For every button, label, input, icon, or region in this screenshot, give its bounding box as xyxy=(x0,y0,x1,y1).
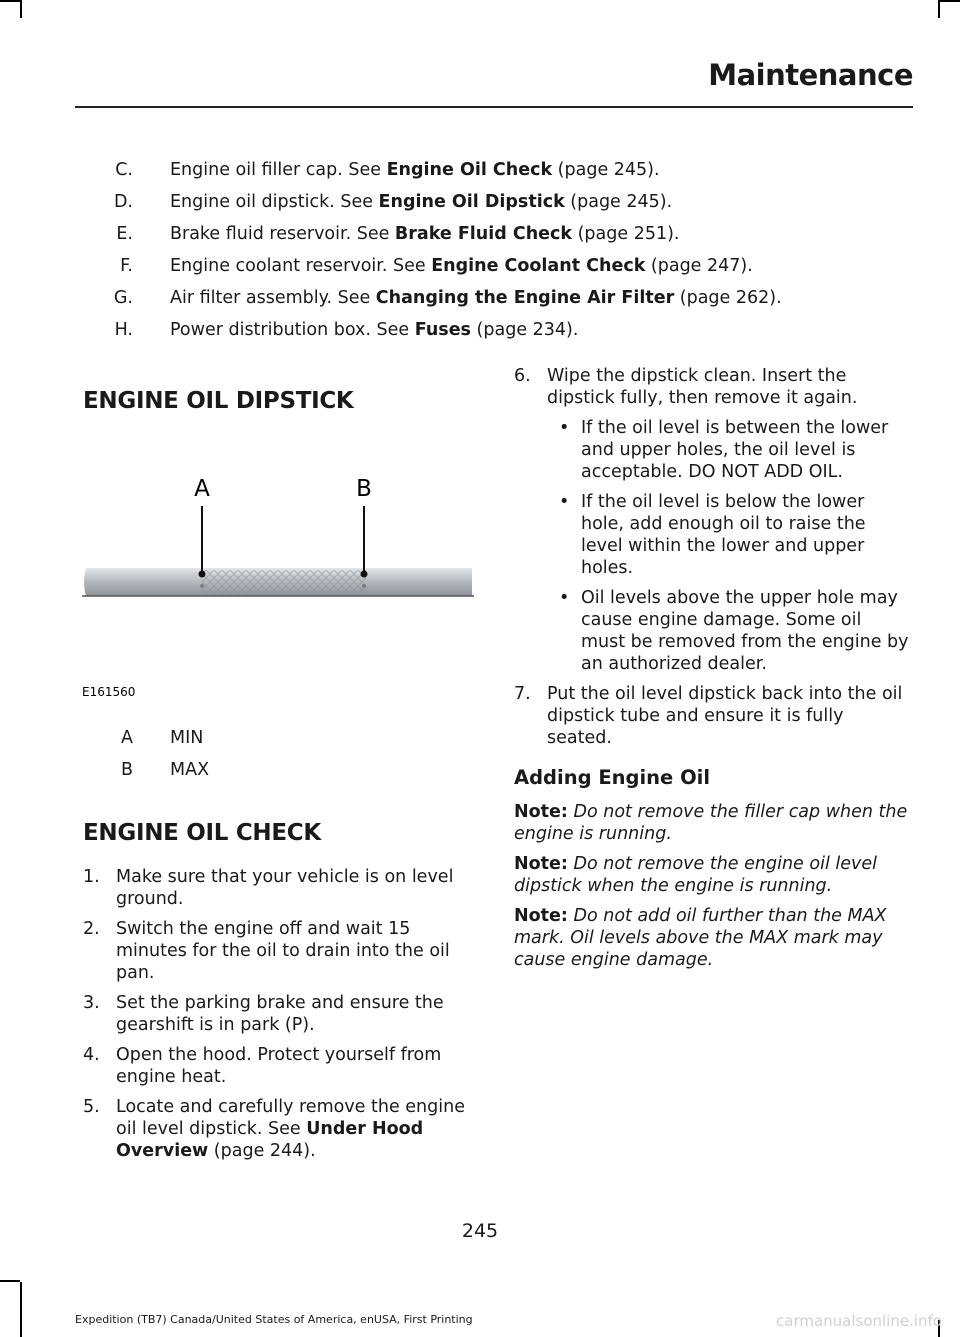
step-text: Wipe the dipstick clean. Insert the dipstick fully, then remove it again. xyxy=(547,366,858,408)
legend-letter: H. xyxy=(114,320,133,340)
page-header-title: Maintenance xyxy=(708,58,913,92)
cross-reference-link[interactable]: Changing the Engine Air Filter xyxy=(375,288,675,308)
bullet-text: Oil levels above the upper hole may cause engine damage. Some oil must be removed from the engine by an authorized dealer. xyxy=(581,588,909,674)
crop-mark xyxy=(0,1280,20,1282)
legend-letter: F. xyxy=(120,256,133,276)
note-text: Do not remove the engine oil level dipstick when the engine is running. xyxy=(514,854,877,896)
figure-id: E161560 xyxy=(82,685,136,699)
max-hole-marker xyxy=(361,571,368,578)
dipstick-figure xyxy=(82,462,477,702)
step-number: 1. xyxy=(83,867,100,887)
bullet-item xyxy=(547,491,909,579)
upper-hole xyxy=(362,584,366,588)
right-column xyxy=(514,365,909,979)
legend-letter: G. xyxy=(113,288,133,308)
note-item xyxy=(514,801,909,845)
step-item xyxy=(514,683,909,749)
legend-text xyxy=(170,191,672,213)
note-text: Do not remove the filler cap when the engine is running. xyxy=(514,802,908,844)
oil-check-steps xyxy=(83,866,478,1170)
bullet-item xyxy=(547,587,909,675)
min-hole-marker xyxy=(199,571,206,578)
legend-desc: Brake fluid reservoir. See xyxy=(170,224,395,244)
step-number: 7. xyxy=(514,684,531,704)
legend-letter: D. xyxy=(113,192,133,212)
step-number: 2. xyxy=(83,919,100,939)
legend-row-h xyxy=(100,319,820,351)
bullet-item xyxy=(547,417,909,483)
step-number: 6. xyxy=(514,366,531,386)
page-ref: (page 244). xyxy=(208,1141,316,1161)
cross-reference-link[interactable]: Fuses xyxy=(414,320,471,340)
note-label: Note: xyxy=(514,906,568,926)
note-item xyxy=(514,905,909,971)
legend-row-e xyxy=(100,223,820,255)
page-ref: (page 245). xyxy=(552,160,660,180)
page-ref: (page 247). xyxy=(645,256,753,276)
crop-mark xyxy=(20,1282,22,1337)
callout-label-b: B xyxy=(356,476,372,502)
bullet-marker: • xyxy=(559,492,570,512)
cross-reference-link[interactable]: Under Hood Overview xyxy=(116,1119,424,1161)
legend-text: MIN xyxy=(170,728,204,748)
legend-text xyxy=(170,287,782,309)
step-desc: Locate and carefully remove the engine oil level dipstick. See xyxy=(116,1097,465,1139)
lower-hole xyxy=(200,584,204,588)
step-number: 5. xyxy=(83,1097,100,1117)
page-ref: (page 262). xyxy=(674,288,782,308)
page-ref: (page 234). xyxy=(470,320,579,340)
note-item xyxy=(514,853,909,897)
step-number: 3. xyxy=(83,993,100,1013)
callout-label-a: A xyxy=(194,476,210,502)
page-number: 245 xyxy=(461,1220,499,1242)
step-item xyxy=(83,918,478,984)
legend-row-g xyxy=(100,287,820,319)
cross-reference-link[interactable]: Engine Coolant Check xyxy=(431,256,646,276)
crop-mark xyxy=(0,0,20,2)
step-text: Set the parking brake and ensure the gearshift is in park (P). xyxy=(116,993,444,1035)
footer-text: Expedition (TB7) Canada/United States of America, enUSA, First Printing xyxy=(75,1313,473,1326)
crop-mark xyxy=(20,0,22,18)
note-text: Do not add oil further than the MAX mark. Oil levels above the MAX mark may cause engine damage. xyxy=(514,906,887,970)
legend-letter: C. xyxy=(115,160,133,180)
legend-desc: Engine oil dipstick. See xyxy=(170,192,379,212)
sub-heading-adding-oil: Adding Engine Oil xyxy=(514,766,711,789)
note-label: Note: xyxy=(514,802,568,822)
bullet-text: If the oil level is below the lower hole, add enough oil to raise the level within the lower and upper holes. xyxy=(581,492,866,578)
step-text: Make sure that your vehicle is on level ground. xyxy=(116,867,454,909)
step-text: Put the oil level dipstick back into the oil dipstick tube and ensure it is fully seated. xyxy=(547,684,903,748)
page-ref: (page 251). xyxy=(572,224,680,244)
legend-letter: A xyxy=(121,728,133,748)
watermark: carmanualsonline.info xyxy=(776,1312,942,1330)
dipstick-crosshatch xyxy=(202,570,366,594)
step-text xyxy=(116,1096,478,1162)
section-heading-oil-check: ENGINE OIL CHECK xyxy=(83,820,321,846)
bullet-marker: • xyxy=(559,588,570,608)
cross-reference-link[interactable]: Engine Oil Check xyxy=(386,160,553,180)
step-item xyxy=(83,1044,478,1088)
legend-row-a xyxy=(83,727,478,759)
crop-mark xyxy=(938,0,940,18)
bullet-marker: • xyxy=(559,418,570,438)
legend-text xyxy=(170,319,578,341)
crop-mark xyxy=(940,0,960,2)
legend-row-c xyxy=(100,159,820,191)
note-label: Note: xyxy=(514,854,568,874)
page-ref: (page 245). xyxy=(564,192,673,212)
under-hood-legend xyxy=(100,159,820,351)
step-item xyxy=(83,866,478,910)
legend-desc: Air filter assembly. See xyxy=(170,288,376,308)
header-rule xyxy=(75,106,913,108)
step-number: 4. xyxy=(83,1045,100,1065)
step-text: Open the hood. Protect yourself from engine heat. xyxy=(116,1045,442,1087)
step-text: Switch the engine off and wait 15 minutes for the oil to drain into the oil pan. xyxy=(116,919,450,983)
legend-text: MAX xyxy=(170,760,210,780)
step-item xyxy=(83,992,478,1036)
dipstick-illustration xyxy=(82,462,477,702)
legend-desc: Engine coolant reservoir. See xyxy=(170,256,432,276)
legend-desc: Engine oil filler cap. See xyxy=(170,160,387,180)
legend-row-b xyxy=(83,759,478,791)
legend-letter: E. xyxy=(116,224,133,244)
cross-reference-link[interactable]: Engine Oil Dipstick xyxy=(378,192,565,212)
dipstick-legend xyxy=(83,727,478,791)
legend-letter: B xyxy=(120,760,133,780)
cross-reference-link[interactable]: Brake Fluid Check xyxy=(394,224,573,244)
step-item xyxy=(514,365,909,409)
bullet-text: If the oil level is between the lower and upper holes, the oil level is acceptable. DO NOT ADD OIL. xyxy=(581,418,889,482)
step-item xyxy=(83,1096,478,1162)
section-heading-dipstick: ENGINE OIL DIPSTICK xyxy=(83,388,354,414)
legend-text xyxy=(170,159,660,181)
legend-text xyxy=(170,255,753,277)
legend-text xyxy=(170,223,680,245)
legend-row-d xyxy=(100,191,820,223)
legend-row-f xyxy=(100,255,820,287)
legend-desc: Power distribution box. See xyxy=(170,320,415,340)
